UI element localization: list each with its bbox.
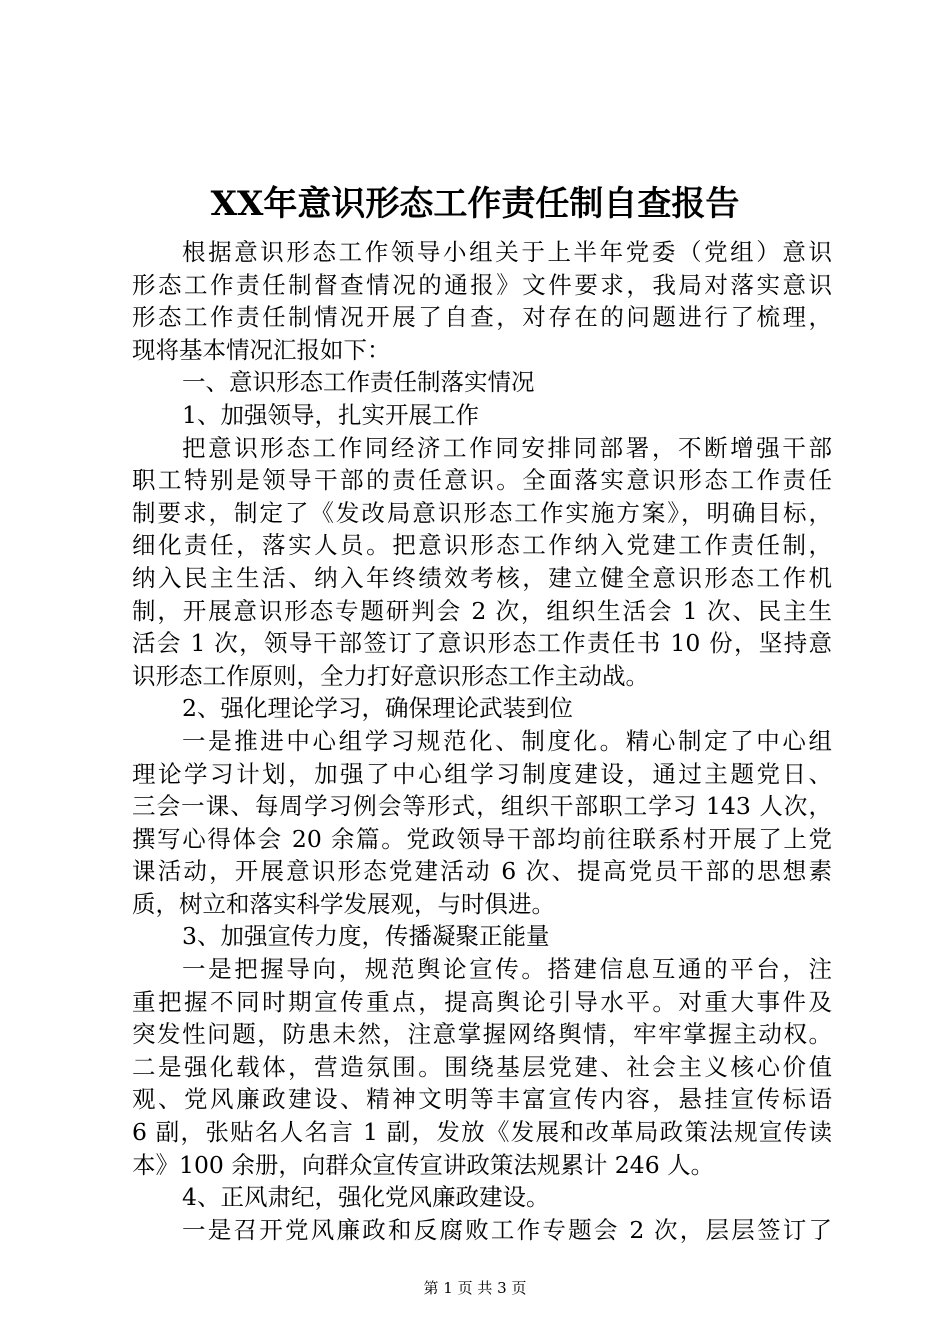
text-line: 撰写心得体会 20 余篇。党政领导干部均前往联系村开展了上党 (132, 824, 832, 853)
text-line: 三会一课、每周学习例会等形式，组织干部职工学习 143 人次， (132, 792, 832, 821)
text-line: 理论学习计划，加强了中心组学习制度建设，通过主题党日、 (132, 759, 832, 788)
document-title: XX年意识形态工作责任制自查报告 (210, 184, 740, 224)
text-line: 6 副，张贴名人名言 1 副，发放《发展和改革局政策法规宣传读 (132, 1118, 832, 1147)
text-line: 制，开展意识形态专题研判会 2 次，组织生活会 1 次、民主生 (132, 596, 832, 625)
text-line: 1、加强领导，扎实开展工作 (182, 400, 479, 429)
text-line: 突发性问题，防患未然，注意掌握网络舆情，牢牢掌握主动权。 (132, 1020, 832, 1049)
text-line: 一是把握导向，规范舆论宣传。搭建信息互通的平台，注 (182, 955, 832, 984)
text-line: 课活动，开展意识形态党建活动 6 次、提高党员干部的思想素 (132, 857, 832, 886)
text-line: 把意识形态工作同经济工作同安排同部署，不断增强干部 (182, 433, 832, 462)
text-line: 本》100 余册，向群众宣传宣讲政策法规累计 246 人。 (132, 1150, 715, 1179)
text-line: 一是推进中心组学习规范化、制度化。精心制定了中心组 (182, 726, 832, 755)
text-line: 形态工作责任制情况开展了自查，对存在的问题进行了梳理， (132, 303, 832, 332)
text-line: 职工特别是领导干部的责任意识。全面落实意识形态工作责任 (132, 466, 832, 495)
text-line: 一、意识形态工作责任制落实情况 (182, 368, 535, 397)
text-line: 2、强化理论学习，确保理论武装到位 (182, 694, 573, 723)
text-line: 制要求，制定了《发改局意识形态工作实施方案》，明确目标， (132, 498, 832, 527)
text-line: 重把握不同时期宣传重点，提高舆论引导水平。对重大事件及 (132, 987, 832, 1016)
text-line: 4、正风肃纪，强化党风廉政建设。 (182, 1183, 550, 1212)
text-line: 二是强化载体，营造氛围。围绕基层党建、社会主义核心价值 (132, 1052, 832, 1081)
text-line: 3、加强宣传力度，传播凝聚正能量 (182, 922, 550, 951)
text-line: 识形态工作原则，全力打好意识形态工作主动战。 (132, 661, 649, 690)
text-line: 一是召开党风廉政和反腐败工作专题会 2 次，层层签订了 (182, 1215, 832, 1244)
text-line: 质，树立和落实科学发展观，与时俱进。 (132, 889, 555, 918)
text-line: 细化责任，落实人员。把意识形态工作纳入党建工作责任制， (132, 531, 832, 560)
text-line: 现将基本情况汇报如下： (132, 335, 391, 364)
text-line: 纳入民主生活、纳入年终绩效考核，建立健全意识形态工作机 (132, 563, 832, 592)
page-footer: 第 1 页 共 3 页 (423, 1279, 527, 1297)
document-body (132, 236, 832, 1246)
text-line: 观、党风廉政建设、精神文明等丰富宣传内容，悬挂宣传标语 (132, 1085, 832, 1114)
text-line: 形态工作责任制督查情况的通报》文件要求，我局对落实意识 (132, 270, 832, 299)
text-line: 活会 1 次，领导干部签订了意识形态工作责任书 10 份，坚持意 (132, 629, 832, 658)
text-line: 根据意识形态工作领导小组关于上半年党委（党组）意识 (182, 238, 832, 266)
